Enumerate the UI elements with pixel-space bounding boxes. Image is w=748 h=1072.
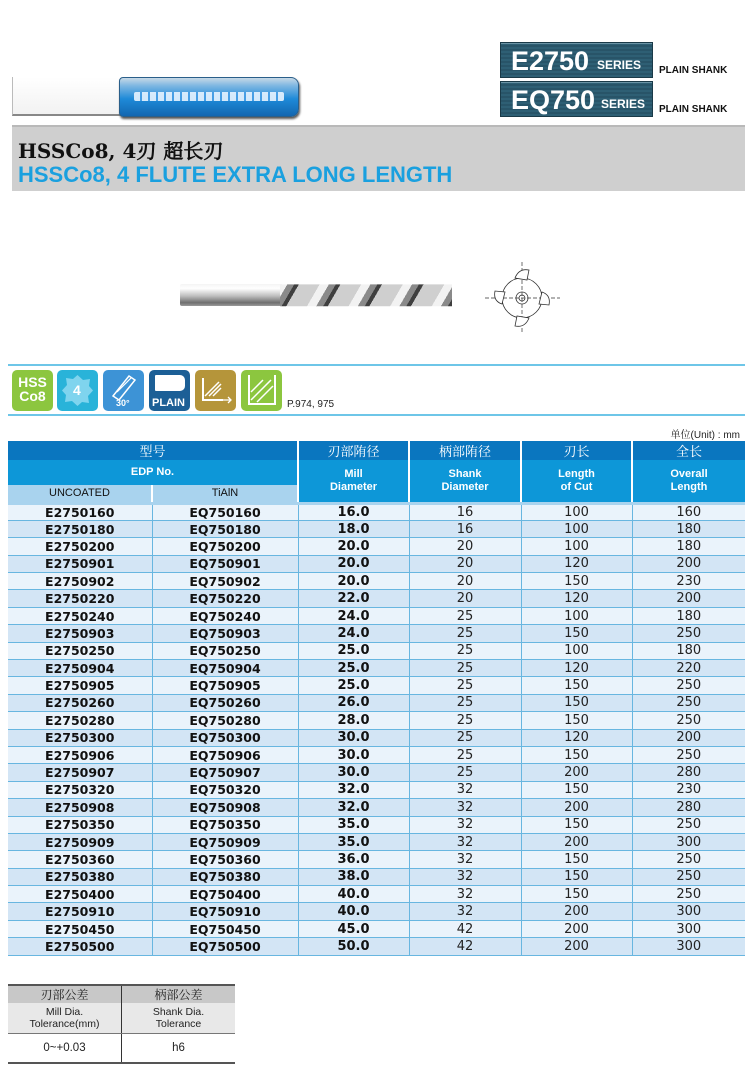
cell-mill-diameter: 30.0: [298, 764, 409, 781]
cell-length-of-cut: 150: [521, 712, 632, 729]
cell-shank-diameter: 32: [409, 903, 521, 920]
header-length-cut: [521, 460, 632, 503]
table-row: [8, 851, 745, 868]
cell-uncoated-edp: E2750909: [8, 833, 152, 850]
cell-length-of-cut: 100: [521, 607, 632, 624]
cell-tialn-edp: EQ750500: [152, 938, 298, 955]
shank-type-label: PLAIN SHANK: [659, 65, 728, 76]
cell-overall-length: 180: [632, 538, 745, 555]
cell-tialn-edp: EQ750906: [152, 746, 298, 763]
series-code: EQ750: [511, 85, 596, 115]
cell-mill-diameter: 40.0: [298, 903, 409, 920]
table-row: [8, 520, 745, 537]
cell-mill-diameter: 18.0: [298, 520, 409, 537]
header-edp: EDP No.: [8, 460, 298, 485]
tolerance-table: [8, 984, 235, 1064]
cell-overall-length: 250: [632, 816, 745, 833]
cell-overall-length: 250: [632, 712, 745, 729]
cell-overall-length: 200: [632, 729, 745, 746]
cell-mill-diameter: 26.0: [298, 694, 409, 711]
cell-shank-diameter: 25: [409, 712, 521, 729]
cell-mill-diameter: 40.0: [298, 886, 409, 903]
cell-length-of-cut: 150: [521, 816, 632, 833]
cell-overall-length: 300: [632, 938, 745, 955]
cell-mill-diameter: 20.0: [298, 573, 409, 590]
table-row: [8, 712, 745, 729]
end-view-diagram: [485, 262, 560, 334]
series-badge-e2750: [500, 42, 653, 78]
cell-overall-length: 300: [632, 920, 745, 937]
cell-shank-diameter: 20: [409, 573, 521, 590]
cell-mill-diameter: 20.0: [298, 538, 409, 555]
cell-uncoated-edp: E2750400: [8, 886, 152, 903]
table-row: [8, 833, 745, 850]
cell-tialn-edp: EQ750380: [152, 868, 298, 885]
cell-shank-diameter: 25: [409, 625, 521, 642]
table-row: [8, 677, 745, 694]
cell-shank-diameter: 25: [409, 694, 521, 711]
side-cut-icon: [195, 370, 236, 411]
cell-tialn-edp: EQ750260: [152, 694, 298, 711]
tool-flutes: [280, 281, 452, 309]
helix-angle: 30°: [116, 398, 130, 408]
helix-angle-icon: [103, 370, 144, 411]
cell-length-of-cut: 120: [521, 729, 632, 746]
cell-shank-diameter: 25: [409, 729, 521, 746]
spec-table-body: [8, 503, 745, 955]
cell-overall-length: 250: [632, 868, 745, 885]
cell-overall-length: 250: [632, 886, 745, 903]
banner-logo-glint: [134, 92, 284, 101]
cell-overall-length: 160: [632, 503, 745, 520]
cell-shank-diameter: 20: [409, 555, 521, 572]
table-row: [8, 660, 745, 677]
cell-mill-diameter: 35.0: [298, 833, 409, 850]
cell-tialn-edp: EQ750250: [152, 642, 298, 659]
cell-mill-diameter: 25.0: [298, 642, 409, 659]
table-row: [8, 503, 745, 520]
header-tialn: TiAlN: [152, 485, 298, 503]
table-row: [8, 729, 745, 746]
cell-overall-length: 200: [632, 590, 745, 607]
cell-uncoated-edp: E2750910: [8, 903, 152, 920]
cell-uncoated-edp: E2750160: [8, 503, 152, 520]
cell-mill-diameter: 30.0: [298, 729, 409, 746]
cell-tialn-edp: EQ750280: [152, 712, 298, 729]
header-overall-length-cn: 全长: [632, 441, 745, 460]
header-model-cn: 型号: [8, 441, 298, 460]
cell-length-of-cut: 120: [521, 660, 632, 677]
header-mill-dia-cn: 刃部陏径: [298, 441, 409, 460]
tol-mill-cn: 刃部公差: [8, 985, 122, 1003]
cell-mill-diameter: 24.0: [298, 625, 409, 642]
header-overall-length: [632, 460, 745, 503]
helix-drill-icon: [103, 370, 144, 400]
cell-mill-diameter: 38.0: [298, 868, 409, 885]
cell-length-of-cut: 200: [521, 764, 632, 781]
cell-length-of-cut: 150: [521, 746, 632, 763]
end-mill-image: [180, 281, 452, 309]
cell-uncoated-edp: E2750902: [8, 573, 152, 590]
cell-length-of-cut: 200: [521, 799, 632, 816]
cell-shank-diameter: 32: [409, 868, 521, 885]
header-mill-dia-l1: Mill: [344, 467, 363, 480]
cell-tialn-edp: EQ750450: [152, 920, 298, 937]
plain-shank-icon: [149, 370, 190, 411]
cell-length-of-cut: 200: [521, 938, 632, 955]
cell-overall-length: 180: [632, 607, 745, 624]
table-row: [8, 642, 745, 659]
cell-length-of-cut: 150: [521, 851, 632, 868]
cell-tialn-edp: EQ750200: [152, 538, 298, 555]
cell-shank-diameter: 25: [409, 660, 521, 677]
cell-tialn-edp: EQ750220: [152, 590, 298, 607]
cell-shank-diameter: 32: [409, 886, 521, 903]
cell-overall-length: 300: [632, 833, 745, 850]
cell-shank-diameter: 32: [409, 781, 521, 798]
cell-length-of-cut: 150: [521, 781, 632, 798]
cell-length-of-cut: 150: [521, 677, 632, 694]
cell-mill-diameter: 25.0: [298, 677, 409, 694]
cell-tialn-edp: EQ750904: [152, 660, 298, 677]
cell-overall-length: 250: [632, 677, 745, 694]
cell-uncoated-edp: E2750360: [8, 851, 152, 868]
table-row: [8, 903, 745, 920]
tol-shank-value: h6: [122, 1033, 236, 1063]
shank-type: PLAIN: [152, 397, 185, 409]
cell-shank-diameter: 32: [409, 851, 521, 868]
header-overall-length-l1: Overall: [670, 467, 708, 480]
spec-table: [8, 441, 745, 956]
cell-mill-diameter: 25.0: [298, 660, 409, 677]
icon-row-divider-top: [8, 364, 745, 366]
cell-tialn-edp: EQ750909: [152, 833, 298, 850]
unit-label: 单位(Unit) : mm: [670, 430, 740, 441]
tol-shank-en-l2: Tolerance: [155, 1017, 202, 1030]
cell-overall-length: 280: [632, 799, 745, 816]
title-english: HSSCo8, 4 FLUTE EXTRA LONG LENGTH: [18, 162, 453, 187]
cell-shank-diameter: 42: [409, 938, 521, 955]
cell-uncoated-edp: E2750350: [8, 816, 152, 833]
cell-length-of-cut: 120: [521, 590, 632, 607]
cell-tialn-edp: EQ750360: [152, 851, 298, 868]
series-badge-eq750: [500, 81, 653, 117]
cell-uncoated-edp: E2750320: [8, 781, 152, 798]
table-row: [8, 886, 745, 903]
table-row: [8, 538, 745, 555]
header-shank-dia-l1: Shank: [448, 467, 482, 480]
page-reference: P.974, 975: [287, 399, 335, 410]
table-row: [8, 555, 745, 572]
series-code: E2750: [511, 46, 590, 76]
cell-length-of-cut: 200: [521, 903, 632, 920]
cell-tialn-edp: EQ750902: [152, 573, 298, 590]
cell-shank-diameter: 16: [409, 520, 521, 537]
tol-mill-value: 0~+0.03: [8, 1033, 122, 1063]
shank-type-label: PLAIN SHANK: [659, 104, 728, 115]
cell-mill-diameter: 22.0: [298, 590, 409, 607]
header-length-cut-cn: 刃长: [521, 441, 632, 460]
cell-length-of-cut: 150: [521, 694, 632, 711]
header-shank-dia-l2: Diameter: [441, 480, 489, 493]
cell-length-of-cut: 100: [521, 503, 632, 520]
cell-mill-diameter: 36.0: [298, 851, 409, 868]
cell-mill-diameter: 35.0: [298, 816, 409, 833]
cell-tialn-edp: EQ750907: [152, 764, 298, 781]
cell-length-of-cut: 150: [521, 573, 632, 590]
header-mill-dia-l2: Diameter: [329, 480, 378, 493]
cell-uncoated-edp: E2750220: [8, 590, 152, 607]
header-shank-dia: [409, 460, 521, 503]
banner-white-panel: [12, 77, 120, 116]
cell-overall-length: 230: [632, 573, 745, 590]
four-flute-icon: [57, 370, 98, 411]
cell-uncoated-edp: E2750240: [8, 607, 152, 624]
cell-uncoated-edp: E2750250: [8, 642, 152, 659]
cell-tialn-edp: EQ750400: [152, 886, 298, 903]
cell-overall-length: 180: [632, 520, 745, 537]
cell-length-of-cut: 150: [521, 886, 632, 903]
table-row: [8, 694, 745, 711]
cell-tialn-edp: EQ750903: [152, 625, 298, 642]
icon-row-divider-bottom: [8, 414, 745, 416]
cell-uncoated-edp: E2750450: [8, 920, 152, 937]
cell-mill-diameter: 32.0: [298, 799, 409, 816]
cell-overall-length: 300: [632, 903, 745, 920]
series-word: SERIES: [597, 58, 642, 72]
cell-uncoated-edp: E2750906: [8, 746, 152, 763]
tol-mill-en-l2: Tolerance(mm): [29, 1017, 100, 1030]
cell-length-of-cut: 200: [521, 920, 632, 937]
title-chinese: HSSCo8, 4刃 超长刃: [18, 139, 224, 163]
cell-tialn-edp: EQ750240: [152, 607, 298, 624]
cell-mill-diameter: 20.0: [298, 555, 409, 572]
cell-length-of-cut: 150: [521, 625, 632, 642]
cell-overall-length: 250: [632, 625, 745, 642]
cell-shank-diameter: 25: [409, 677, 521, 694]
cell-shank-diameter: 20: [409, 590, 521, 607]
tol-mill-en-l1: Mill Dia.: [45, 1005, 84, 1018]
cell-uncoated-edp: E2750300: [8, 729, 152, 746]
table-row: [8, 799, 745, 816]
cell-uncoated-edp: E2750904: [8, 660, 152, 677]
tol-mill-en: [8, 1003, 122, 1033]
table-row: [8, 625, 745, 642]
cell-length-of-cut: 100: [521, 520, 632, 537]
cell-overall-length: 180: [632, 642, 745, 659]
cell-tialn-edp: EQ750908: [152, 799, 298, 816]
cell-mill-diameter: 30.0: [298, 746, 409, 763]
header-uncoated: UNCOATED: [8, 485, 152, 503]
header-overall-length-l2: Length: [670, 480, 708, 493]
cell-mill-diameter: 28.0: [298, 712, 409, 729]
table-row: [8, 746, 745, 763]
tol-shank-en: [122, 1003, 236, 1033]
header-shank-dia-cn: 柄部陏径: [409, 441, 521, 460]
cell-mill-diameter: 16.0: [298, 503, 409, 520]
cell-shank-diameter: 25: [409, 642, 521, 659]
cell-uncoated-edp: E2750280: [8, 712, 152, 729]
cell-mill-diameter: 50.0: [298, 938, 409, 955]
tol-shank-en-l1: Shank Dia.: [152, 1005, 205, 1018]
banner-blue-logo: [119, 77, 299, 117]
table-row: [8, 938, 745, 955]
cell-overall-length: 200: [632, 555, 745, 572]
table-row: [8, 781, 745, 798]
cell-mill-diameter: 45.0: [298, 920, 409, 937]
material-hss-co8-icon: [12, 370, 53, 411]
cell-shank-diameter: 25: [409, 607, 521, 624]
cell-overall-length: 280: [632, 764, 745, 781]
cell-tialn-edp: EQ750901: [152, 555, 298, 572]
tool-shank: [180, 284, 282, 306]
cell-mill-diameter: 24.0: [298, 607, 409, 624]
table-row: [8, 920, 745, 937]
cell-shank-diameter: 32: [409, 799, 521, 816]
cell-length-of-cut: 100: [521, 642, 632, 659]
cell-mill-diameter: 32.0: [298, 781, 409, 798]
table-row: [8, 607, 745, 624]
cell-uncoated-edp: E2750180: [8, 520, 152, 537]
cell-length-of-cut: 150: [521, 868, 632, 885]
cell-uncoated-edp: E2750905: [8, 677, 152, 694]
title-bar: [12, 125, 745, 191]
cell-tialn-edp: EQ750160: [152, 503, 298, 520]
table-row: [8, 868, 745, 885]
cell-overall-length: 230: [632, 781, 745, 798]
flute-count: 4: [73, 382, 81, 398]
cell-uncoated-edp: E2750907: [8, 764, 152, 781]
cell-uncoated-edp: E2750908: [8, 799, 152, 816]
cell-tialn-edp: EQ750910: [152, 903, 298, 920]
cell-overall-length: 250: [632, 694, 745, 711]
tol-shank-cn: 柄部公差: [122, 985, 236, 1003]
cell-uncoated-edp: E2750901: [8, 555, 152, 572]
cell-length-of-cut: 120: [521, 555, 632, 572]
cell-tialn-edp: EQ750905: [152, 677, 298, 694]
cell-shank-diameter: 32: [409, 833, 521, 850]
cell-shank-diameter: 32: [409, 816, 521, 833]
cell-shank-diameter: 42: [409, 920, 521, 937]
cell-overall-length: 220: [632, 660, 745, 677]
slot-cut-icon: [241, 370, 282, 411]
cell-uncoated-edp: E2750200: [8, 538, 152, 555]
cell-tialn-edp: EQ750320: [152, 781, 298, 798]
cell-tialn-edp: EQ750350: [152, 816, 298, 833]
side-milling-icon: [195, 370, 236, 411]
cell-length-of-cut: 200: [521, 833, 632, 850]
table-row: [8, 764, 745, 781]
cell-shank-diameter: 25: [409, 764, 521, 781]
header-length-cut-l2: of Cut: [560, 480, 593, 493]
material-line2: Co8: [19, 388, 46, 404]
table-row: [8, 816, 745, 833]
brand-banner: [12, 77, 300, 118]
table-row: [8, 590, 745, 607]
table-row: [8, 573, 745, 590]
cell-uncoated-edp: E2750903: [8, 625, 152, 642]
header-mill-dia: [298, 460, 409, 503]
cell-length-of-cut: 100: [521, 538, 632, 555]
cell-shank-diameter: 20: [409, 538, 521, 555]
material-line1: HSS: [18, 374, 47, 390]
cell-tialn-edp: EQ750180: [152, 520, 298, 537]
series-word: SERIES: [601, 97, 646, 111]
cell-uncoated-edp: E2750500: [8, 938, 152, 955]
shank-shape-icon: [155, 375, 185, 391]
header-length-cut-l1: Length: [558, 467, 595, 480]
slotting-icon: [241, 370, 282, 411]
cell-overall-length: 250: [632, 746, 745, 763]
cell-uncoated-edp: E2750380: [8, 868, 152, 885]
cell-uncoated-edp: E2750260: [8, 694, 152, 711]
cell-overall-length: 250: [632, 851, 745, 868]
cell-tialn-edp: EQ750300: [152, 729, 298, 746]
cell-shank-diameter: 25: [409, 746, 521, 763]
cell-shank-diameter: 16: [409, 503, 521, 520]
